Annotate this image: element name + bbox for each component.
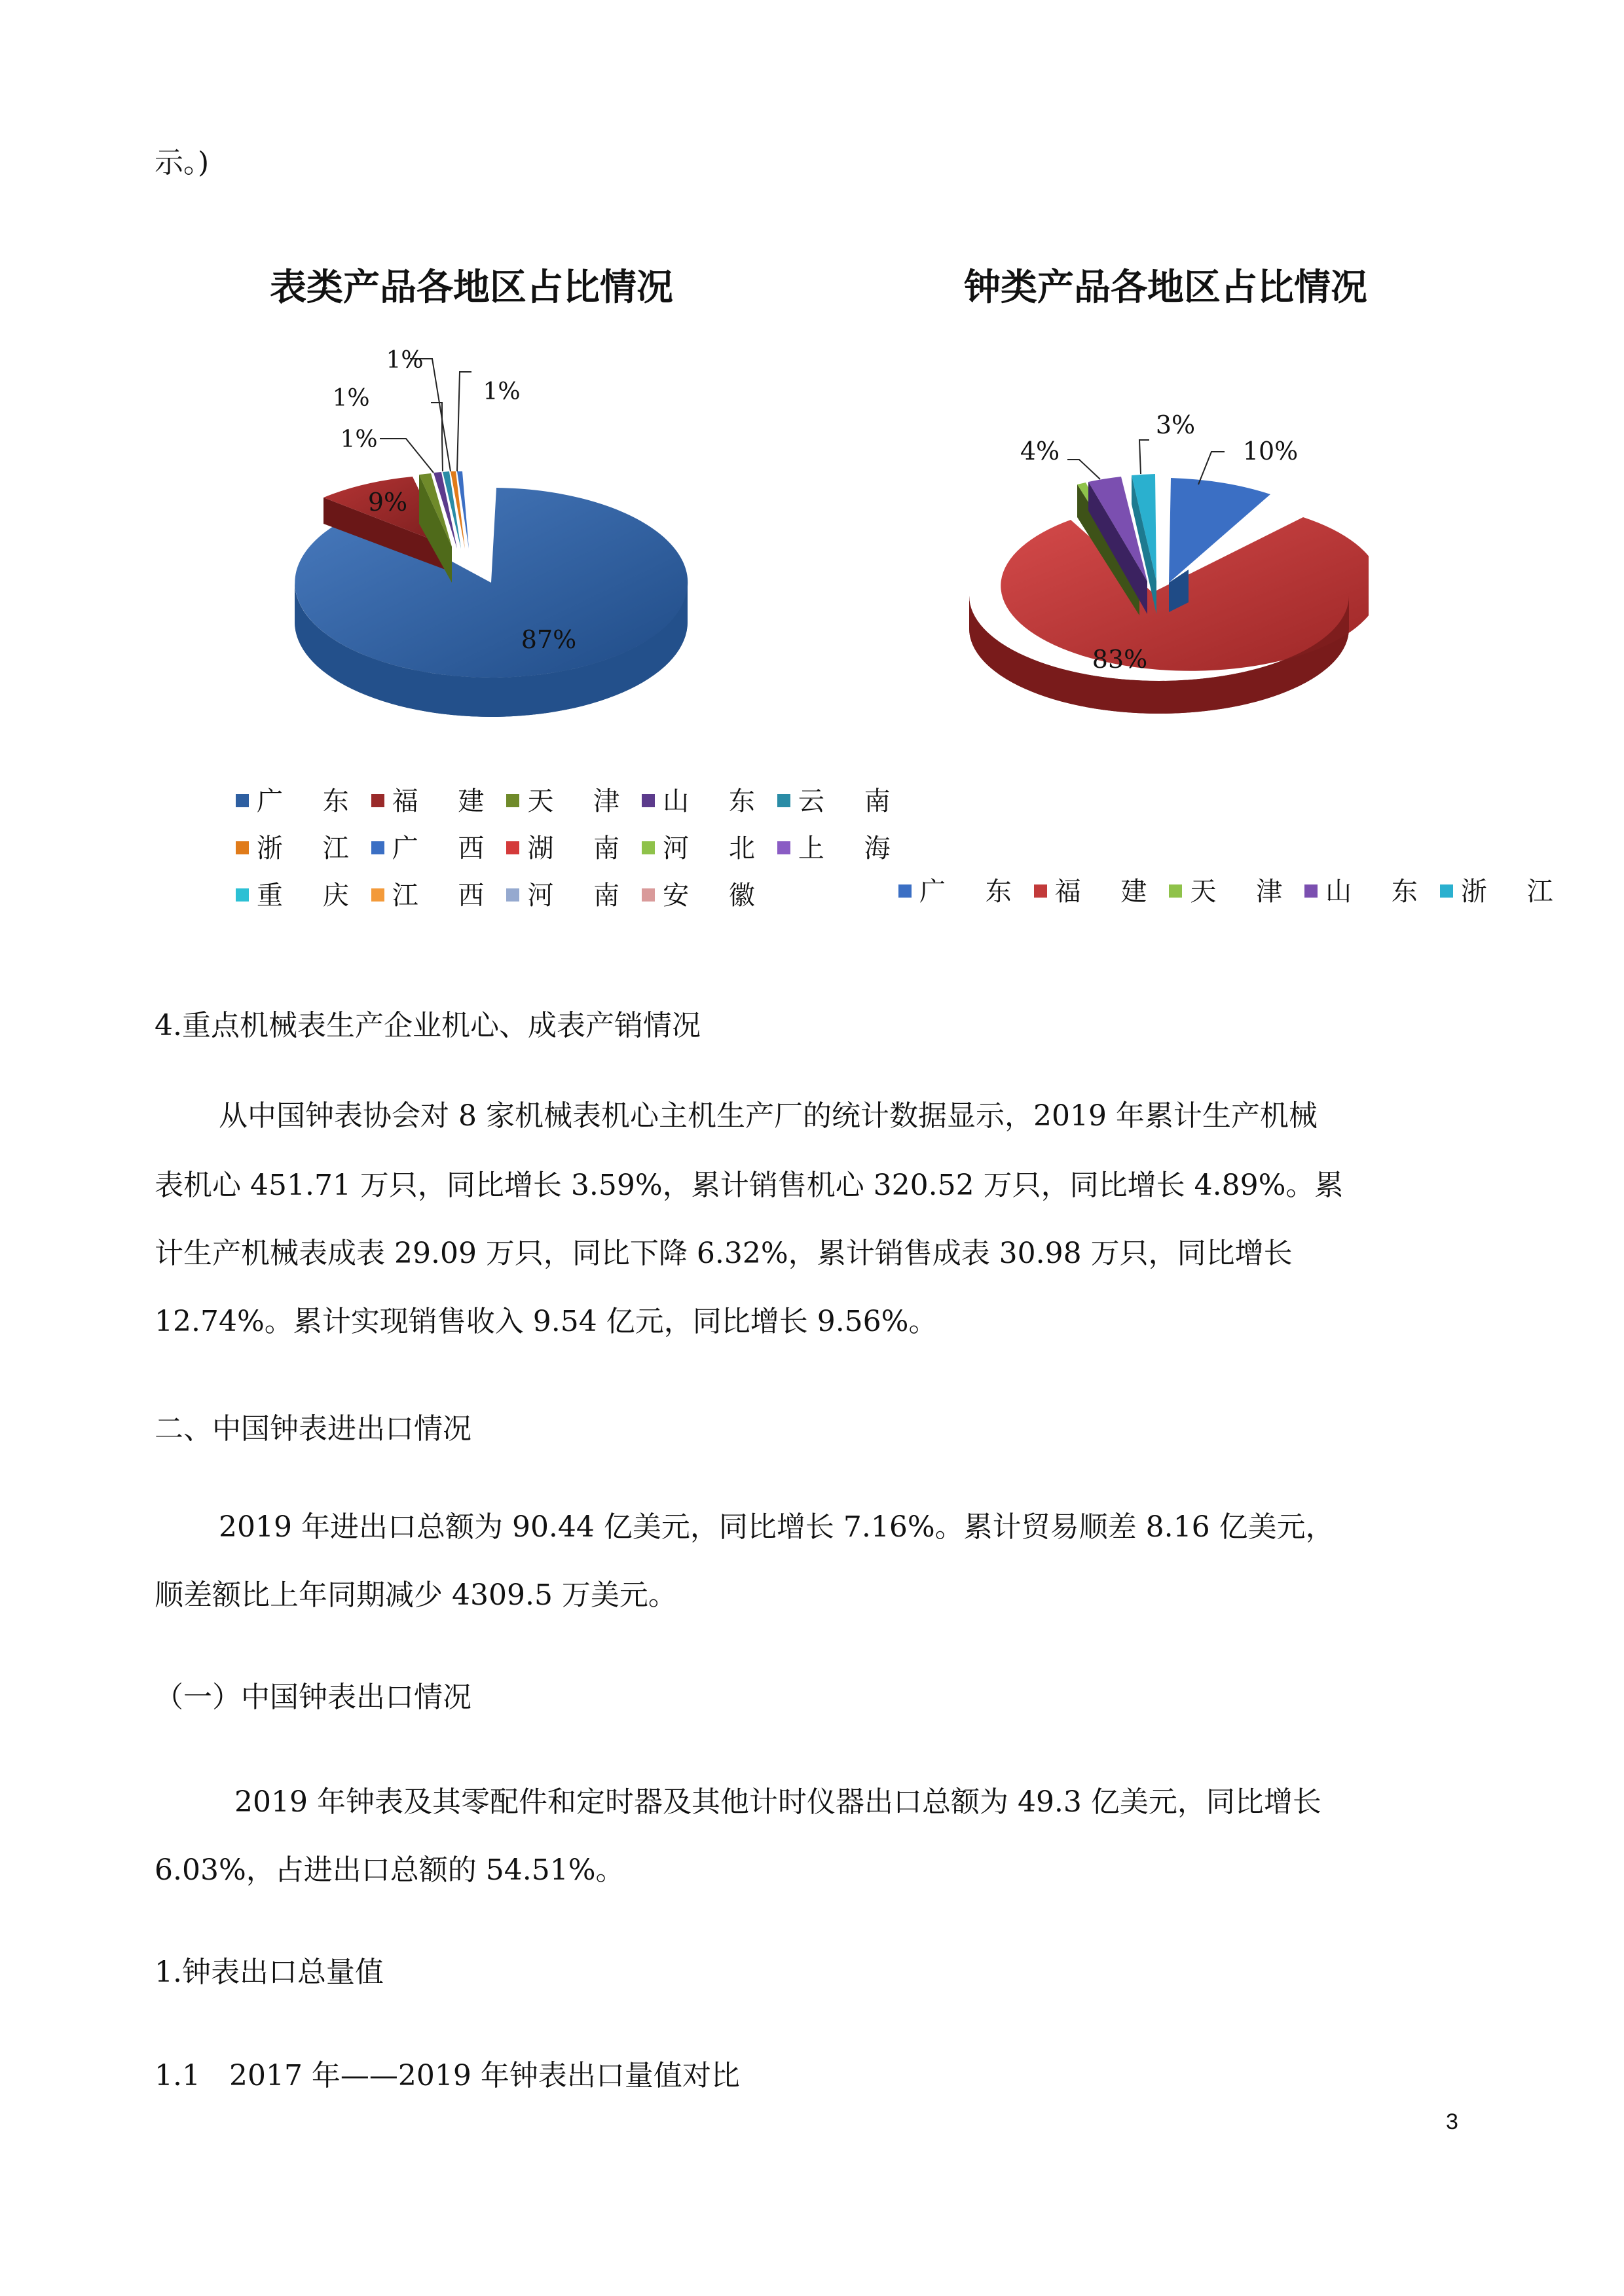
legend-swatch (236, 841, 249, 854)
slice-label-1b: 1% (332, 385, 370, 412)
slice-label-9: 9% (367, 488, 408, 517)
section-heading: 1.钟表出口总量值 (155, 1956, 384, 1989)
legend-label: 重 庆 (257, 881, 365, 911)
legend-label: 上 海 (798, 833, 906, 864)
section-heading: 4.重点机械表生产企业机心、成表产销情况 (155, 1009, 701, 1042)
legend-item (777, 780, 906, 818)
legend-label: 河 南 (527, 881, 636, 911)
legend-item (642, 780, 771, 818)
slice-label-1d: 1% (483, 378, 521, 405)
legend-label: 浙 江 (257, 833, 365, 864)
legend-item (898, 871, 1027, 908)
legend-swatch (506, 794, 519, 807)
legend-item (506, 875, 635, 912)
slice-label-3: 3% (1155, 410, 1196, 439)
legend-watch (236, 780, 913, 922)
legend-label: 天 津 (527, 786, 636, 816)
legend-row (898, 871, 1576, 918)
legend-item (236, 875, 365, 912)
paragraph-line: 顺差额比上年同期减少 4309.5 万美元。 (155, 1578, 677, 1612)
pie-chart-clock (963, 406, 1369, 746)
legend-swatch (1169, 884, 1182, 898)
paragraph-line: 计生产机械表成表 29.09 万只，同比下降 6.32%，累计销售成表 30.98 万只，同比增长 (155, 1237, 1293, 1270)
legend-label: 山 东 (1325, 877, 1433, 907)
legend-swatch (371, 794, 384, 807)
pie-chart-watch (282, 340, 727, 759)
legend-item (371, 875, 500, 912)
section-heading: 二、中国钟表进出口情况 (155, 1412, 471, 1446)
legend-label: 云 南 (798, 786, 906, 816)
legend-label: 湖 南 (527, 833, 636, 864)
legend-swatch (371, 888, 384, 902)
legend-swatch (777, 794, 790, 807)
legend-swatch (371, 841, 384, 854)
legend-item (506, 828, 635, 865)
legend-clock (898, 871, 1576, 918)
legend-label: 山 东 (663, 786, 771, 816)
legend-label: 江 西 (392, 881, 500, 911)
legend-label: 浙 江 (1460, 877, 1569, 907)
legend-swatch (898, 884, 912, 898)
legend-row (236, 828, 913, 875)
legend-label: 福 建 (392, 786, 500, 816)
legend-label: 广 东 (257, 786, 365, 816)
paragraph-line: 从中国钟表协会对 8 家机械表机心主机生产厂的统计数据显示，2019 年累计生产机械 (219, 1099, 1318, 1133)
legend-row (236, 875, 913, 922)
legend-item (236, 780, 365, 818)
legend-swatch (506, 888, 519, 902)
chart-title-clock: 钟类产品各地区占比情况 (964, 266, 1367, 309)
paragraph-line: 6.03%，占进出口总额的 54.51%。 (155, 1853, 625, 1887)
slice-label-10: 10% (1242, 437, 1299, 465)
text-fragment: 示。) (155, 146, 210, 179)
legend-item (1304, 871, 1433, 908)
legend-swatch (642, 841, 655, 854)
paragraph-line: 表机心 451.71 万只，同比增长 3.59%，累计销售机心 320.52 万只，同比增长 4.89%。累 (155, 1169, 1344, 1202)
page-number: 3 (1446, 2109, 1458, 2134)
legend-swatch (642, 794, 655, 807)
slice-label-87: 87% (521, 625, 577, 654)
paragraph-line: 12.74%。累计实现销售收入 9.54 亿元，同比增长 9.56%。 (155, 1305, 938, 1338)
legend-swatch (1304, 884, 1318, 898)
legend-item (642, 875, 771, 912)
section-heading: （一）中国钟表出口情况 (155, 1681, 471, 1714)
legend-item (371, 828, 500, 865)
legend-label: 福 建 (1054, 877, 1163, 907)
slice-label-83: 83% (1092, 645, 1148, 674)
legend-swatch (236, 888, 249, 902)
legend-label: 广 西 (392, 833, 500, 864)
legend-row (236, 780, 913, 828)
paragraph-line: 2019 年进出口总额为 90.44 亿美元，同比增长 7.16%。累计贸易顺差 8.16 亿美元， (219, 1510, 1335, 1544)
legend-label: 河 北 (663, 833, 771, 864)
pie-slice-fujian-clock (969, 517, 1369, 714)
legend-label: 天 津 (1190, 877, 1299, 907)
section-heading: 1.1 2017 年——2019 年钟表出口量值对比 (155, 2059, 740, 2092)
legend-item (777, 828, 906, 865)
legend-item (1440, 871, 1569, 908)
legend-item (236, 828, 365, 865)
legend-swatch (1034, 884, 1047, 898)
legend-item (642, 828, 771, 865)
slice-label-1a: 1% (340, 426, 378, 453)
slice-label-4: 4% (1020, 437, 1060, 465)
legend-item (1034, 871, 1163, 908)
legend-label: 安 徽 (663, 881, 771, 911)
legend-item (506, 780, 635, 818)
legend-item (1169, 871, 1298, 908)
paragraph-line: 2019 年钟表及其零配件和定时器及其他计时仪器出口总额为 49.3 亿美元，同比增长 (234, 1785, 1321, 1819)
legend-swatch (236, 794, 249, 807)
legend-label: 广 东 (919, 877, 1027, 907)
chart-title-watch: 表类产品各地区占比情况 (270, 266, 673, 309)
slice-label-1c: 1% (386, 347, 424, 374)
legend-item (371, 780, 500, 818)
legend-swatch (1440, 884, 1453, 898)
legend-swatch (777, 841, 790, 854)
legend-swatch (506, 841, 519, 854)
legend-swatch (642, 888, 655, 902)
